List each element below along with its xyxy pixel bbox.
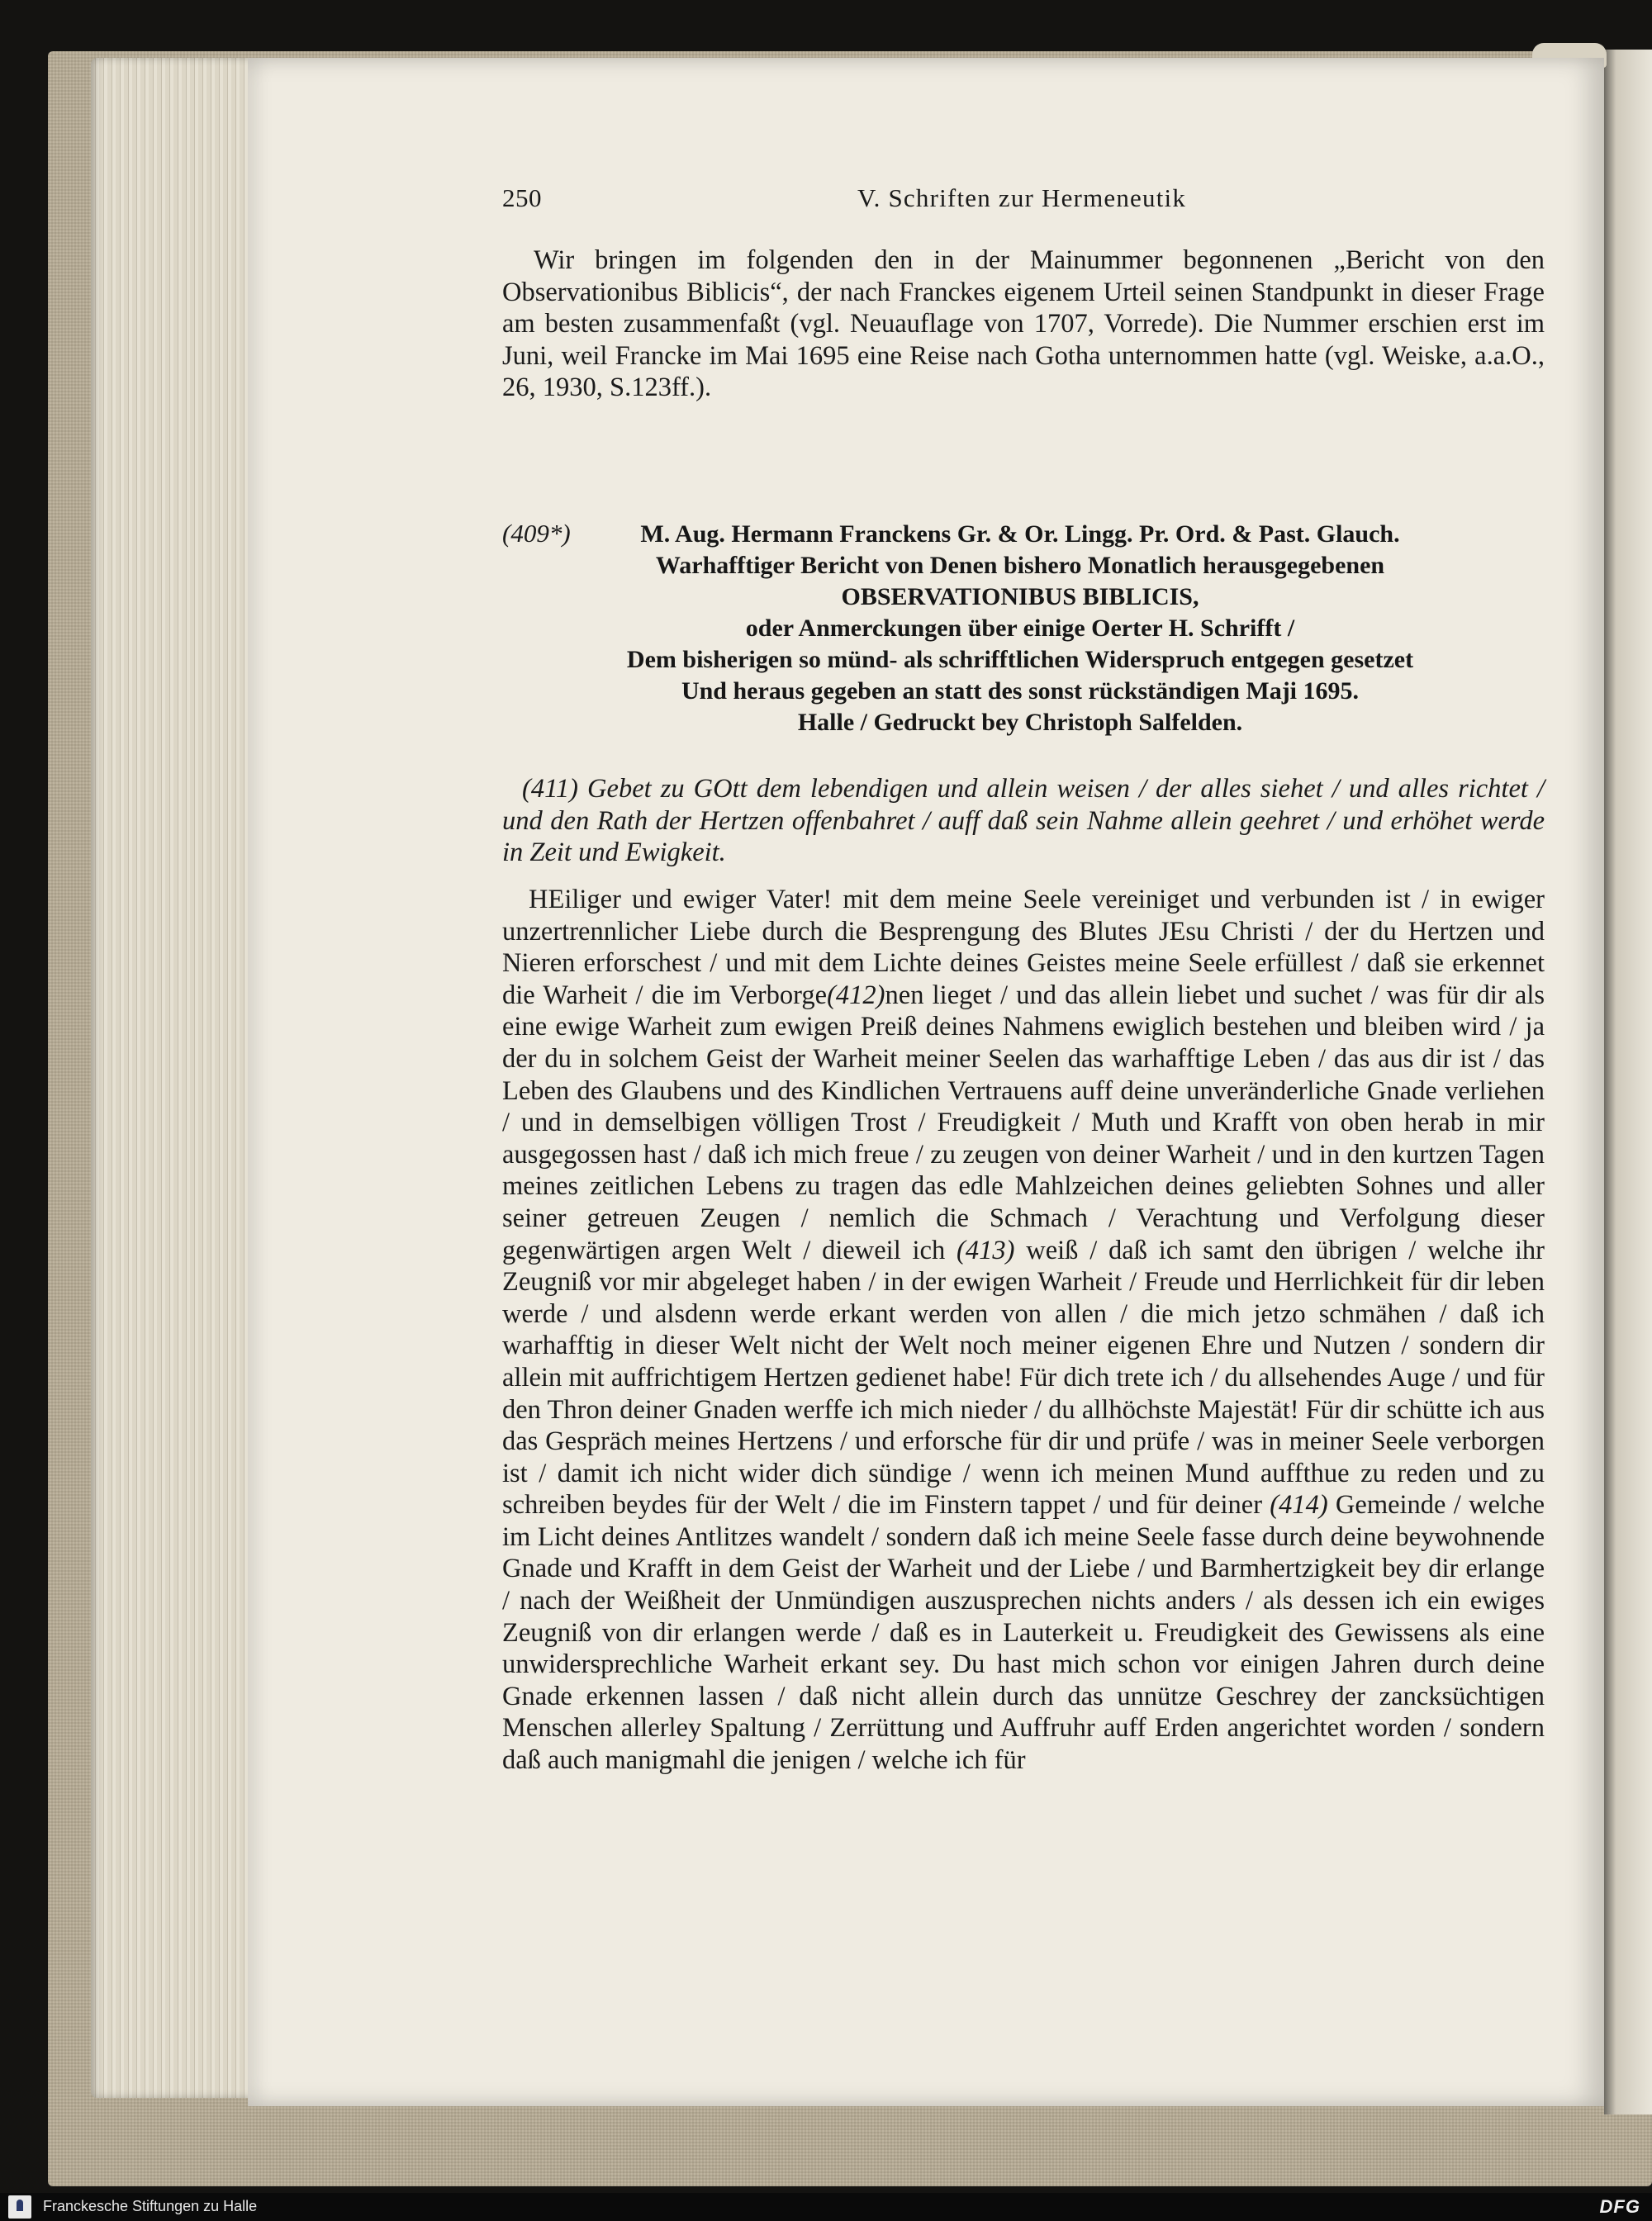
title-line: Warhafftiger Bericht von Denen bishero Monatlich herausgegebenen xyxy=(655,552,1385,579)
prayer-heading: (411) Gebet zu GOtt dem lebendigen und allein weisen / der alles siehet / und alles richtet / und den Rath der Hertzen offenbahret / auff daß sein Nahme allein geehret / und erhöhet werde in Zeit und Ewigkeit. xyxy=(502,774,1545,867)
running-header xyxy=(502,183,1545,220)
entry-number: (409*) xyxy=(502,519,571,548)
body-text-segment: weiß / daß ich samt den übrigen / welche ihr Zeugniß vor mir abgeleget haben / in der ewigen Warheit / Freude und Herrlichkeit für dir leben werde / und alsdenn werde erkant werden von allen / die mich jetzo schmähen / daß ich warhafftig in dieser Welt nicht der Welt noch meiner eigenen Ehre und Nutzen / sondern dir allein mit auffrichtigem Hertzen gedienet habe! Für dich trete ich / du allsehendes Auge / und für den Thron deiner Gnaden werffe ich mich nieder / du allhöchste Majestät! Für dir schütte ich aus das Gespräch meines Hertzens / und erforsche für dir und prüfe / was in meiner Seele verborgen ist / damit ich nicht wider dich sündige / wenn ich meinen Mund auffthue zu reden und zu schreiben beydes für der Welt / die im Finstern tappet / und für deiner xyxy=(502,1235,1545,1521)
title-line: Dem bisherigen so münd- als schrifftlichen Widerspruch entgegen gesetzet xyxy=(626,646,1414,673)
page-marker: (412) xyxy=(827,980,885,1010)
running-title: V. Schriften zur Hermeneutik xyxy=(857,183,1187,212)
intro-paragraph: Wir bringen im folgenden den in der Mainummer begonnenen „Bericht von den Observationibus Biblicis“, der nach Franckes eigenem Urteil seinen Standpunkt in dieser Frage am besten zusammenfaßt (vgl. Neuauflage von 1707, Vorrede). Die Nummer erschien erst im Juni, weil Francke im Mai 1695 eine Reise nach Gotha unternommen hatte (vgl. Weiske, a.a.O., 26, 1930, S.123ff.). xyxy=(502,245,1545,402)
title-line: Halle / Gedruckt bey Christoph Salfelden. xyxy=(797,709,1243,736)
body-text-segment: HEiliger und ewiger Vater! mit dem meine Seele vereiniget und verbunden ist / in ewiger unzertrennlicher Liebe durch die Besprengung des Blutes JEsu Christi / der du Hertzen und Nieren erforschest / und mit dem Lichte deines Geistes meine Seele erfüllest / daß sie erkennet die Warheit / die im Verborge xyxy=(502,885,1545,1010)
page-marker: (414) xyxy=(1270,1490,1328,1521)
page-number: 250 xyxy=(502,183,542,212)
title-line: OBSERVATIONIBUS BIBLICIS, xyxy=(841,583,1199,610)
institution-name: Franckesche Stiftungen zu Halle xyxy=(43,2198,258,2214)
document-title-block xyxy=(545,519,1495,738)
body-paragraph xyxy=(502,884,1545,1777)
dfg-logo: DFG xyxy=(1599,2196,1640,2217)
title-line: oder Anmerckungen über einige Oerter H. Schrifft / xyxy=(745,615,1295,642)
institution-logo-icon xyxy=(8,2195,31,2219)
title-line: Und heraus gegeben an statt des sonst rückständigen Maji 1695. xyxy=(681,677,1360,705)
facing-page-edge xyxy=(1604,50,1652,2114)
page-marker: (413) xyxy=(957,1235,1015,1265)
body-text-segment: nen lieget / und das allein liebet und suchet / was für dir als eine ewige Warheit zum ewigen Preiß deines Nahmens ewiglich bestehen und bleiben wird / ja der du in solchem Geist der Warheit meiner Seelen das warhafftige Leben / das aus dir ist / das Leben des Glaubens und des Kindlichen Vertrauens auff deine unveränderliche Gnade verliehen / und in demselbigen völligen Trost / Freudigkeit / Muth und Krafft von oben herab in mir ausgegossen hast / daß ich mich freue / zu zeugen von deiner Warheit / und in den kurtzen Tagen meines zeitlichen Lebens zu tragen das edle Mahlzeichen deines geliebten Sohnes und aller seiner getreuen Zeugen / nemlich die Schmach / Verachtung und Verfolgung dieser gegenwärtigen argen Welt / dieweil ich xyxy=(502,980,1545,1265)
body-text-segment: Gemeinde / welche im Licht deines Antlitzes wandelt / sondern daß ich meine Seele fasse durch deine beywohnende Gnade und Krafft in dem Geist der Warheit und der Liebe / und Barmhertzigkeit bey dir erlange / nach der Weißheit der Unmündigen auszusprechen nichts anders / als dessen ich ein ewiges Zeugniß von dir erlangen werde / daß es in Lauterkeit u. Freudigkeit des Gewissens als eine unwidersprechliche Warheit erkant sey. Du hast mich schon vor einigen Jahren durch deine Gnade erkennen lassen / daß nicht allein durch das unnütze Geschrey der zancksüchtigen Menschen allerley Spaltung / Zerrüttung und Auffruhr auff Erden angerichtet worden / sondern daß auch manigmahl die jenigen / welche ich für xyxy=(502,1490,1545,1776)
title-line: M. Aug. Hermann Franckens Gr. & Or. Lingg. Pr. Ord. & Past. Glauch. xyxy=(640,520,1400,548)
footer-bar xyxy=(0,2193,1652,2221)
